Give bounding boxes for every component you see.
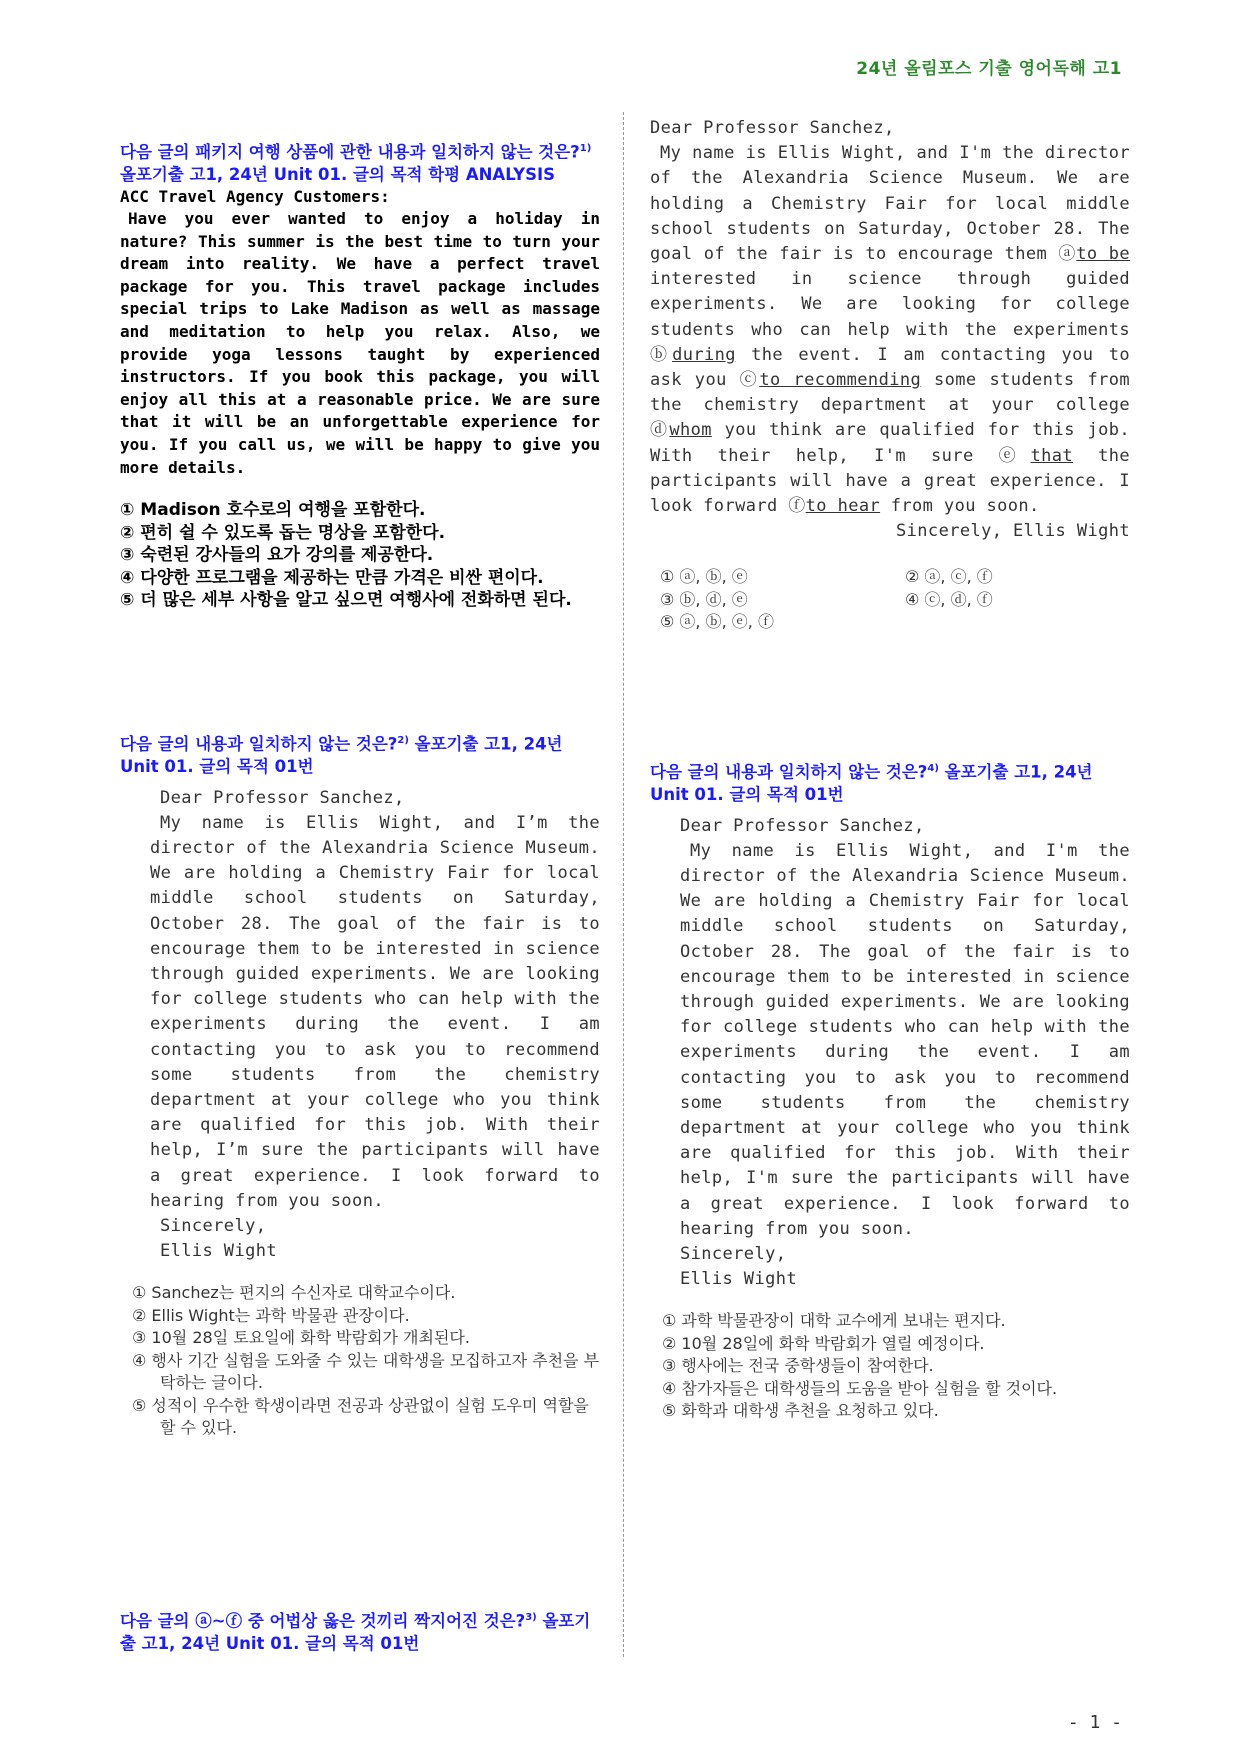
- footnote-marker: 4): [927, 763, 939, 774]
- question-3-title-source: 올포기출 고1, 24년 Unit 01. 글의 목적 01번: [120, 1611, 591, 1653]
- passage-segment: the participants will have a great experience. I look forward: [650, 445, 1130, 517]
- letter-closing: Sincerely,: [680, 1243, 787, 1264]
- question-4-passage: [680, 814, 1130, 1293]
- option[interactable]: ③ ⓑ, ⓓ, ⓔ: [660, 589, 748, 609]
- question-2-title: [120, 730, 600, 778]
- option[interactable]: ① Madison 호수로의 여행을 포함한다.: [120, 500, 426, 521]
- underlined-b: during: [672, 344, 736, 365]
- passage-segment: interested in science through guided experiments. We are looking for college students who can help with the experiments: [650, 269, 1130, 340]
- option[interactable]: ① Sanchez는 편지의 수신자로 대학교수이다.: [132, 1283, 456, 1303]
- question-1-options: [120, 499, 600, 612]
- passage-segment: My name is Ellis Wight, and I'm the director of the Alexandria Science Museum. We are holding a Chemistry Fair for local middle school students on Saturday, October 28. The goal of the fair is to encourage them: [650, 143, 1130, 265]
- underlined-a: to be: [1076, 244, 1130, 265]
- option[interactable]: ⑤ 더 많은 세부 사항을 알고 싶으면 여행사에 전화하면 된다.: [120, 590, 572, 611]
- letter-greeting: Dear Professor Sanchez,: [680, 815, 925, 836]
- option[interactable]: ② Ellis Wight는 과학 박물관 관장이다.: [132, 1305, 410, 1325]
- option[interactable]: ⑤ ⓐ, ⓑ, ⓔ, ⓕ: [660, 612, 774, 632]
- question-3-header: [120, 1607, 600, 1655]
- marker-f: ⓕ: [788, 496, 806, 517]
- option[interactable]: ③ 행사에는 전국 중학생들이 참여한다.: [662, 1356, 934, 1376]
- question-4: [650, 758, 1130, 1423]
- question-3: [650, 116, 1130, 634]
- passage-segment: some students from the chemistry department at your college: [650, 370, 1130, 416]
- option[interactable]: ② ⓐ, ⓒ, ⓕ: [905, 567, 993, 587]
- letter-signoff: Sincerely, Ellis Wight: [896, 521, 1130, 542]
- passage-segment: from you soon.: [880, 496, 1040, 517]
- option[interactable]: ① ⓐ, ⓑ, ⓔ: [660, 567, 748, 587]
- question-4-title: [650, 758, 1130, 806]
- passage-segment: the event. I am contacting you to ask you: [650, 344, 1130, 391]
- passage-body: Have you ever wanted to enjoy a holiday in nature? This summer is the best time to turn your dream into reality. We have a perfect travel package for you. This travel package includes special trips to Lake Madison as well as massage and meditation to help you relax. Also, we provide yoga lessons taught by experienced instructors. If you book this package, you will enjoy all this at a reasonable price. We are sure that it will be an unforgettable experience for you. If you call us, we will be happy to give you more details.: [120, 209, 600, 477]
- marker-c: ⓒ: [739, 370, 760, 391]
- option[interactable]: ② 편히 쉴 수 있도록 돕는 명상을 포함한다.: [120, 522, 446, 543]
- letter-signature: Ellis Wight: [160, 1241, 277, 1262]
- letter-signature: Ellis Wight: [680, 1269, 797, 1290]
- option[interactable]: ③ 숙련된 강사들의 요가 강의를 제공한다.: [120, 545, 434, 566]
- question-1-title-text: 다음 글의 패키지 여행 상품에 관한 내용과 일치하지 않는 것은?: [120, 142, 580, 162]
- underlined-c: to recommending: [759, 370, 922, 391]
- marker-a: ⓐ: [1058, 244, 1077, 265]
- footnote-marker: 1): [579, 143, 592, 154]
- letter-body: [650, 141, 1130, 519]
- marker-e: ⓔ: [998, 445, 1031, 466]
- marker-d: ⓓ: [650, 420, 670, 441]
- letter-greeting: Dear Professor Sanchez,: [160, 787, 405, 808]
- page-header: 24년 올림포스 기출 영어독해 고1: [856, 59, 1122, 79]
- option[interactable]: ③ 10월 28일 토요일에 화학 박람회가 개최된다.: [132, 1328, 470, 1348]
- question-3-title: [120, 1607, 600, 1655]
- marker-b: ⓑ: [650, 344, 673, 365]
- question-2-passage: [150, 786, 600, 1265]
- question-1: [120, 138, 600, 612]
- question-1-title-source: 올포기출 고1, 24년 Unit 01. 글의 목적 학평 ANALYSIS: [120, 164, 555, 184]
- underlined-f: to hear: [805, 496, 881, 517]
- passage-greeting: ACC Travel Agency Customers:: [120, 186, 390, 206]
- passage-segment: you think are qualified for this job. With their help, I'm sure: [650, 420, 1130, 466]
- option[interactable]: ④ 참가자들은 대학생들의 도움을 받아 실험을 할 것이다.: [662, 1378, 1058, 1398]
- footnote-marker: 2): [397, 735, 409, 746]
- option[interactable]: ④ 행사 기간 실험을 도와줄 수 있는 대학생을 모집하고자 추천을 부탁하는 글이다.: [132, 1350, 600, 1393]
- question-2-options: [132, 1282, 600, 1440]
- question-4-title-source: 올포기출 고1, 24년 Unit 01. 글의 목적 01번: [650, 762, 1093, 804]
- question-4-options: [662, 1310, 1130, 1423]
- question-1-title: [120, 138, 600, 186]
- question-3-options: [660, 566, 1130, 634]
- question-2-title-source: 올포기출 고1, 24년 Unit 01. 글의 목적 01번: [120, 734, 563, 776]
- option[interactable]: ④ ⓒ, ⓓ, ⓕ: [905, 589, 993, 609]
- letter-greeting: Dear Professor Sanchez,: [650, 118, 895, 138]
- question-2-title-text: 다음 글의 내용과 일치하지 않는 것은?: [120, 734, 398, 754]
- underlined-e: that: [1030, 445, 1074, 466]
- page-number: - 1 -: [1067, 1712, 1122, 1733]
- option[interactable]: ⑤ 성적이 우수한 학생이라면 전공과 상관없이 실험 도우미 역할을 할 수 있다.: [132, 1395, 589, 1438]
- question-4-title-text: 다음 글의 내용과 일치하지 않는 것은?: [650, 762, 928, 782]
- option[interactable]: ④ 다양한 프로그램을 제공하는 만큼 가격은 비싼 편이다.: [120, 567, 544, 588]
- option[interactable]: ① 과학 박물관장이 대학 교수에게 보내는 편지다.: [662, 1311, 1006, 1331]
- footnote-marker: 3): [525, 1612, 537, 1623]
- letter-body: My name is Ellis Wight, and I’m the director of the Alexandria Science Museum. We are holding a Chemistry Fair for local middle school students on Saturday, October 28. The goal of the fair is to encourage them to be interested in science through guided experiments. We are looking for college students who can help with the experiments during the event. I am contacting you to ask you to recommend some students from the chemistry department at your college who you think are qualified for this job. With their help, I’m sure the participants will have a great experience. I look forward to hearing from you soon.: [150, 812, 600, 1211]
- underlined-d: whom: [669, 420, 712, 441]
- letter-closing: Sincerely,: [160, 1215, 267, 1236]
- question-3-passage: [650, 116, 1130, 544]
- question-3-title-text: 다음 글의 ⓐ~ⓕ 중 어법상 옳은 것끼리 짝지어진 것은?: [120, 1611, 526, 1631]
- column-divider: [623, 112, 624, 1657]
- option[interactable]: ⑤ 화학과 대학생 추천을 요청하고 있다.: [662, 1401, 939, 1421]
- question-2: [120, 730, 600, 1440]
- option[interactable]: ② 10월 28일에 화학 박람회가 열릴 예정이다.: [662, 1333, 985, 1353]
- letter-body: My name is Ellis Wight, and I'm the director of the Alexandria Science Museum. We are holding a Chemistry Fair for local middle school students on Saturday, October 28. The goal of the fair is to encourage them to be interested in science through guided experiments. We are looking for college students who can help with the experiments during the event. I am contacting you to ask you to recommend some students from the chemistry department at your college who you think are qualified for this job. With their help, I'm sure the participants will have a great experience. I look forward to hearing from you soon.: [680, 840, 1130, 1239]
- question-1-passage: [120, 186, 600, 480]
